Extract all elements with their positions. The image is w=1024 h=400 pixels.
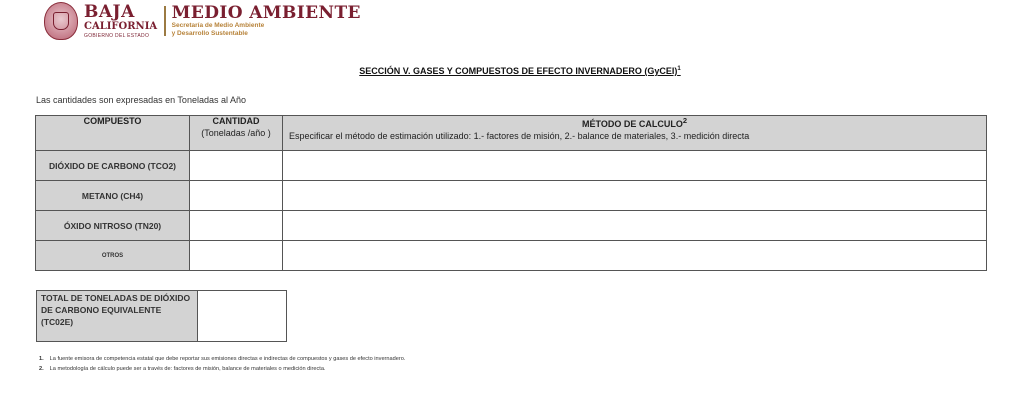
table-header-row <box>36 116 987 151</box>
total-table <box>36 290 287 342</box>
table-row-co2 <box>36 151 987 181</box>
section-title-footnote-ref: 1 <box>677 66 681 72</box>
table-row-n2o <box>36 211 987 241</box>
total-label: TOTAL DE TONELADAS DE DIÓXIDO DE CARBONO EQUIVALENTE (TC02E) <box>37 291 198 342</box>
gases-table <box>35 115 987 271</box>
footnote-2-text: La metodología de cálculo puede ser a través de: factores de misión, balance de materiales o medición directa. <box>49 366 326 372</box>
state-seal-icon <box>44 2 78 40</box>
footnote-2-number: 2. <box>39 366 44 372</box>
footnote-2 <box>39 366 325 372</box>
header-cantidad <box>190 116 283 151</box>
logo-divider <box>164 6 166 36</box>
department-logo-text <box>172 5 361 37</box>
metodo-cell-otros[interactable] <box>283 241 987 271</box>
row-label-otros: OTROS <box>36 241 190 271</box>
section-title-text: SECCIÓN V. GASES Y COMPUESTOS DE EFECTO INVERNADERO (GyCEI) <box>359 66 678 76</box>
units-note: Las cantidades son expresadas en Toneladas al Año <box>36 95 246 105</box>
cantidad-cell-n2o[interactable] <box>190 211 283 241</box>
header-metodo-instructions: Especificar el método de estimación utilizado: 1.- factores de misión, 2.- balance de materiales, 3.- medición directa <box>289 131 750 141</box>
table-row-ch4 <box>36 181 987 211</box>
metodo-cell-ch4[interactable] <box>283 181 987 211</box>
header-metodo <box>283 116 987 151</box>
state-name-line2: CALIFORNIA <box>84 20 158 32</box>
cantidad-cell-otros[interactable] <box>190 241 283 271</box>
state-logo-text <box>84 1 158 39</box>
header-metodo-footnote-ref: 2 <box>682 116 687 125</box>
total-value-cell[interactable] <box>198 291 287 342</box>
total-row <box>37 291 287 342</box>
footnote-1 <box>39 356 405 362</box>
header-cantidad-label: CANTIDAD <box>212 116 260 126</box>
department-subtitle-line1: Secretaría de Medio Ambiente <box>171 22 265 29</box>
row-label-co2: DIÓXIDO DE CARBONO (TCO2) <box>36 151 190 181</box>
state-name-line1: BAJA <box>84 1 135 22</box>
metodo-cell-co2[interactable] <box>283 151 987 181</box>
header-compuesto <box>36 116 190 151</box>
cantidad-cell-co2[interactable] <box>190 151 283 181</box>
cantidad-cell-ch4[interactable] <box>190 181 283 211</box>
department-name: MEDIO AMBIENTE <box>171 3 361 23</box>
row-label-n2o: ÓXIDO NITROSO (TN20) <box>36 211 190 241</box>
header-cantidad-unit: (Toneladas /año ) <box>201 128 271 138</box>
metodo-cell-n2o[interactable] <box>283 211 987 241</box>
department-subtitle-line2: y Desarrollo Sustentable <box>171 29 248 37</box>
row-label-ch4: METANO (CH4) <box>36 181 190 211</box>
header-compuesto-label: COMPUESTO <box>83 116 142 126</box>
footnote-1-text: La fuente emisora de competencia estatal que debe reportar sus emisiones directas e indirectas de compuestos y gases de efecto invernadero. <box>49 356 406 362</box>
footnote-1-number: 1. <box>39 356 44 362</box>
table-row-otros <box>36 241 987 271</box>
state-name-line3: GOBIERNO DEL ESTADO <box>84 32 150 39</box>
header-metodo-label: MÉTODO DE CALCULO <box>581 119 683 129</box>
section-title <box>340 66 700 76</box>
header-logo <box>44 1 361 41</box>
